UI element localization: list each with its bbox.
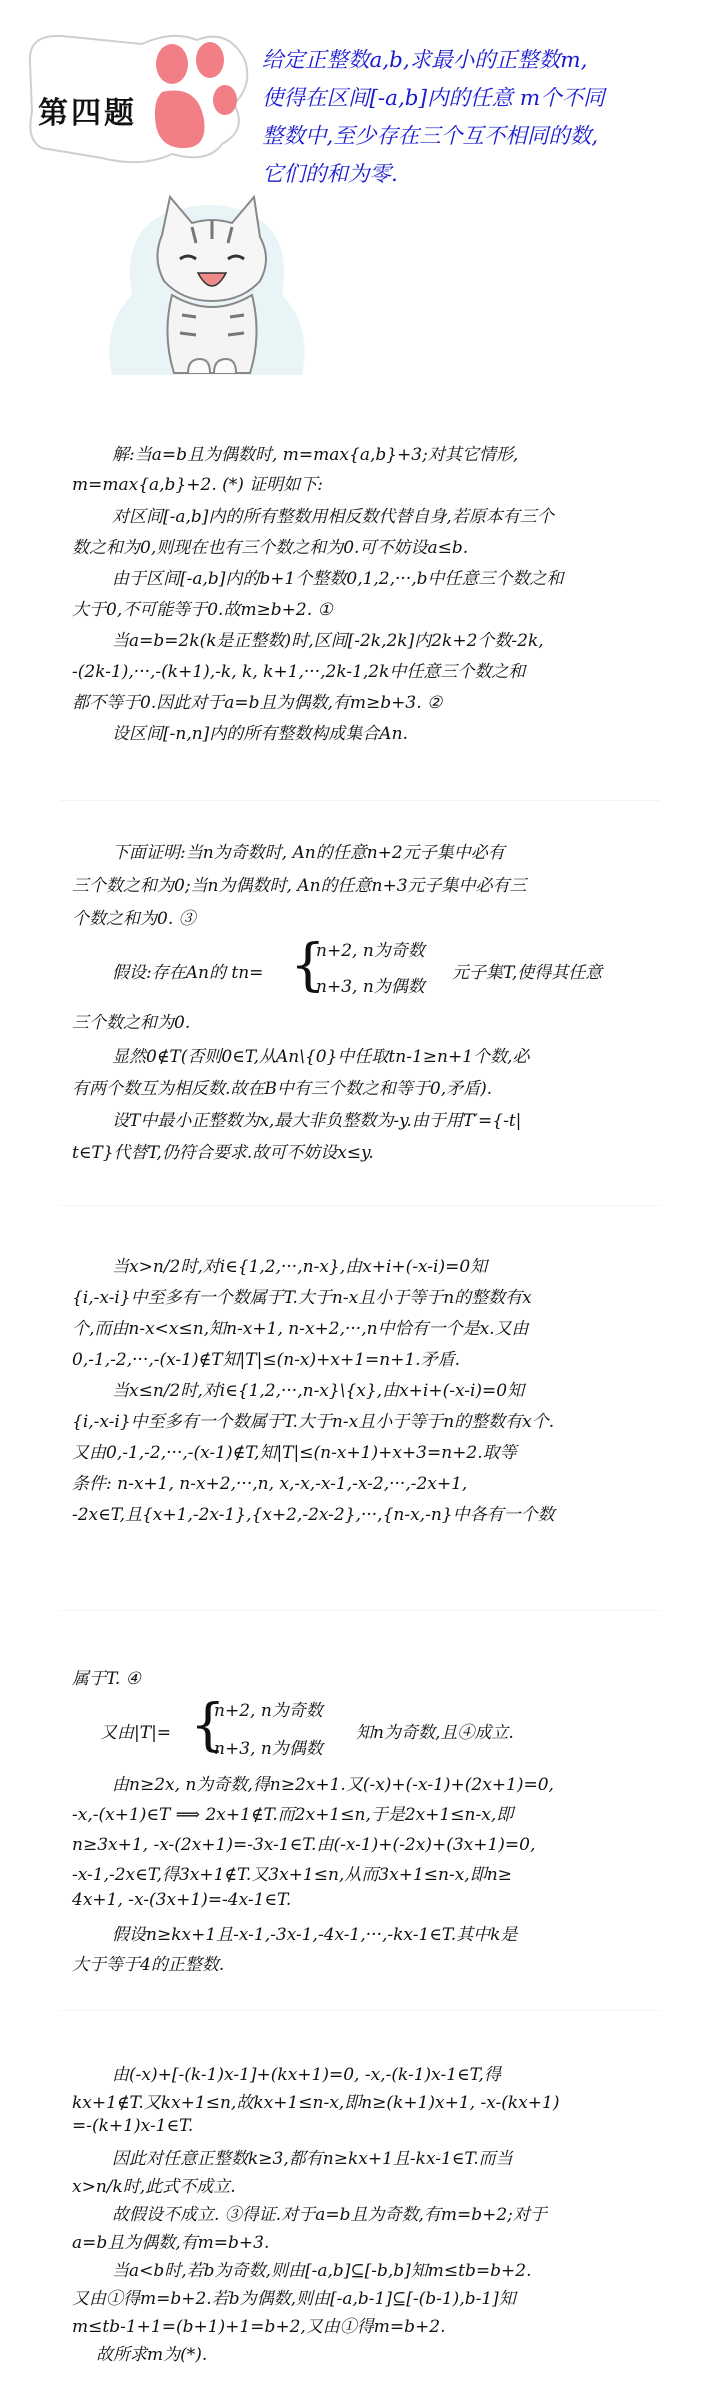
text-line: x>n/k时,此式不成立. xyxy=(72,2177,236,2197)
text-line: 由n≥2x, n为奇数,得n≥2x+1.又(-x)+(-x-1)+(2x+1)=0, xyxy=(112,1775,554,1795)
text-line: n≥3x+1, -x-(2x+1)=-3x-1∈T.由(-x-1)+(-2x)+(3x+1)=0, xyxy=(72,1835,536,1855)
header xyxy=(0,0,708,380)
text-line: 大于等于4的正整数. xyxy=(72,1955,225,1975)
text-line: 都不等于0.因此对于a=b且为偶数,有m≥b+3. ② xyxy=(72,693,443,713)
text-line: {i,-x-i}中至多有一个数属于T.大于n-x且小于等于n的整数有x个. xyxy=(72,1412,555,1432)
abs-t-prefix: 又由|T|= xyxy=(100,1723,172,1743)
assumption-prefix: 假设:存在An的 tn= xyxy=(112,963,264,983)
text-line: -x-1,-2x∈T,得3x+1∉T.又3x+1≤n,从而3x+1≤n-x,即n≥ xyxy=(72,1865,512,1885)
text-line: 4x+1, -x-(3x+1)=-4x-1∈T. xyxy=(72,1890,292,1910)
text-line: 个数之和为0. ③ xyxy=(72,909,196,929)
text-line: a=b且为偶数,有m=b+3. xyxy=(72,2233,270,2253)
problem-statement xyxy=(262,42,702,194)
text-line: 数之和为0,则现在也有三个数之和为0.可不妨设a≤b. xyxy=(72,538,469,558)
text-line: 设T中最小正整数为x,最大非负整数为-y.由于用T′={-t| xyxy=(112,1111,522,1131)
solution-block-4 xyxy=(0,1664,708,1984)
text-line: 设区间[-n,n]内的所有整数构成集合An. xyxy=(112,724,408,744)
text-line: 当x>n/2时,对i∈{1,2,···,n-x},由x+i+(-x-i)=0知 xyxy=(112,1257,488,1277)
text-line: 由(-x)+[-(k-1)x-1]+(kx+1)=0, -x,-(k-1)x-1∈T,得 xyxy=(112,2065,501,2085)
case-even: n+3, n为偶数 xyxy=(316,977,425,997)
text-line: 当a=b=2k(k是正整数)时,区间[-2k,2k]内2k+2个数-2k, xyxy=(112,631,544,651)
text-line: 又由0,-1,-2,···,-(x-1)∉T,知|T|≤(n-x+1)+x+3=n+2.取等 xyxy=(72,1443,517,1463)
text-line: 故所求m为(*). xyxy=(96,2345,208,2365)
text-line: 由于区间[-a,b]内的b+1个整数0,1,2,···,b中任意三个数之和 xyxy=(112,569,564,589)
text-line: 大于0,不可能等于0.故m≥b+2. ① xyxy=(72,600,333,620)
divider xyxy=(60,1610,660,1611)
text-line: -x,-(x+1)∈T ⟹ 2x+1∉T.而2x+1≤n,于是2x+1≤n-x,即 xyxy=(72,1805,514,1825)
text-line: 解:当a=b且为偶数时, m=max{a,b}+3;对其它情形, xyxy=(112,445,519,465)
assumption-suffix: 元子集T,使得其任意 xyxy=(452,963,603,983)
text-line: {i,-x-i}中至多有一个数属于T.大于n-x且小于等于n的整数有x xyxy=(72,1288,532,1308)
text-line: 当x≤n/2时,对i∈{1,2,···,n-x}\{x},由x+i+(-x-i)=0知 xyxy=(112,1381,525,1401)
solution-block-1 xyxy=(0,440,708,780)
text-line: =-(k+1)x-1∈T. xyxy=(72,2116,194,2136)
problem-line: 整数中,至少存在三个互不相同的数, xyxy=(262,124,599,149)
text-line: 下面证明:当n为奇数时, An的任意n+2元子集中必有 xyxy=(112,843,505,863)
cat-illustration xyxy=(92,175,332,380)
text-line: 显然0∉T(否则0∈T,从An\{0}中任取tn-1≥n+1个数,必 xyxy=(112,1047,530,1067)
text-line: 又由①得m=b+2.若b为偶数,则由[-a,b-1]⊆[-(b-1),b-1]知 xyxy=(72,2289,516,2309)
text-line: 0,-1,-2,···,-(x-1)∉T知|T|≤(n-x)+x+1=n+1.矛盾. xyxy=(72,1350,461,1370)
text-line: 故假设不成立. ③得证.对于a=b且为奇数,有m=b+2;对于 xyxy=(112,2205,547,2225)
case-even: n+3, n为偶数 xyxy=(214,1739,323,1759)
text-line: 当a<b时,若b为奇数,则由[-a,b]⊆[-b,b]知m≤tb=b+2. xyxy=(112,2261,532,2281)
text-line: 个,而由n-x<x≤n,知n-x+1, n-x+2,···,n中恰有一个是x.又由 xyxy=(72,1319,529,1339)
solution-block-2 xyxy=(0,838,708,1258)
text-line: 有两个数互为相反数.故在B中有三个数之和等于0,矛盾). xyxy=(72,1079,493,1099)
problem-line: 它们的和为零. xyxy=(262,162,398,187)
divider xyxy=(60,800,660,801)
left-brace-icon: { xyxy=(290,933,326,998)
text-line: 三个数之和为0. xyxy=(72,1013,191,1033)
text-line: m≤tb-1+1=(b+1)+1=b+2,又由①得m=b+2. xyxy=(72,2317,446,2337)
text-line: 条件: n-x+1, n-x+2,···,n, x,-x,-x-1,-x-2,···,-2x+1, xyxy=(72,1474,468,1494)
text-line: t∈T}代替T,仍符合要求.故可不妨设x≤y. xyxy=(72,1143,374,1163)
text-line: 假设n≥kx+1且-x-1,-3x-1,-4x-1,···,-kx-1∈T.其中k是 xyxy=(112,1925,518,1945)
text-line: 三个数之和为0;当n为偶数时, An的任意n+3元子集中必有三 xyxy=(72,876,527,896)
text-line: m=max{a,b}+2. (*) 证明如下: xyxy=(72,475,324,495)
text-line: -(2k-1),···,-(k+1),-k, k, k+1,···,2k-1,2k中任意三个数之和 xyxy=(72,662,526,682)
solution-block-5 xyxy=(0,2060,708,2380)
solution-block-3 xyxy=(0,1252,708,1552)
divider xyxy=(60,1205,660,1206)
text-line: 因此对任意正整数k≥3,都有n≥kx+1且-kx-1∈T.而当 xyxy=(112,2149,513,2169)
case-odd: n+2, n为奇数 xyxy=(316,941,425,961)
abs-t-suffix: 知n为奇数,且④成立. xyxy=(356,1723,514,1743)
text-line: 对区间[-a,b]内的所有整数用相反数代替自身,若原本有三个 xyxy=(112,507,554,527)
text-line: -2x∈T,且{x+1,-2x-1},{x+2,-2x-2},···,{n-x,-n}中各有一个数 xyxy=(72,1505,555,1525)
case-odd: n+2, n为奇数 xyxy=(214,1701,323,1721)
divider xyxy=(60,2010,660,2011)
text-line: 属于T. ④ xyxy=(72,1669,141,1689)
text-line: kx+1∉T.又kx+1≤n,故kx+1≤n-x,即n≥(k+1)x+1, -x-(kx+1) xyxy=(72,2093,560,2113)
problem-line: 给定正整数a,b,求最小的正整数m, xyxy=(262,48,588,73)
problem-line: 使得在区间[-a,b]内的任意 m个不同 xyxy=(262,86,605,111)
left-brace-icon: { xyxy=(190,1693,226,1758)
problem-number-title: 第四题 xyxy=(38,96,137,131)
